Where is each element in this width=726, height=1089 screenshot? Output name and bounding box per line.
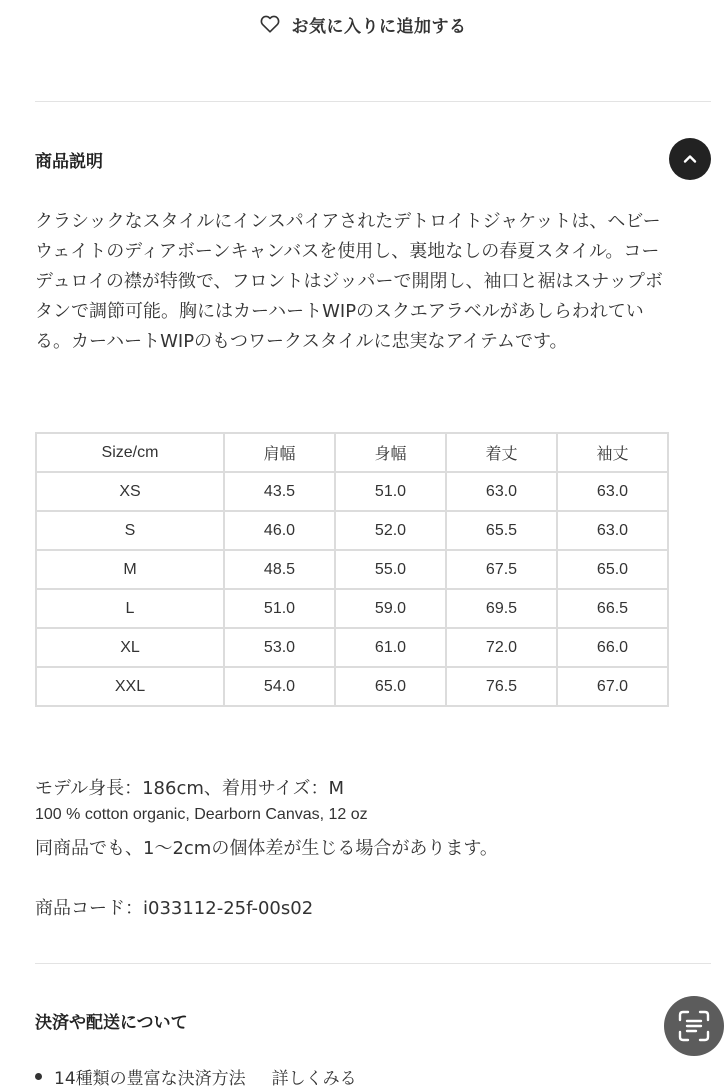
size-table-cell: 65.0 <box>557 550 668 589</box>
material-info: 100 % cotton organic, Dearborn Canvas, 12 oz <box>35 806 368 823</box>
size-table-cell: 48.5 <box>224 550 335 589</box>
size-table-header: 肩幅 <box>224 433 335 472</box>
size-table-cell: XXL <box>36 667 224 706</box>
size-table-cell: 63.0 <box>557 511 668 550</box>
size-table-cell: 66.5 <box>557 589 668 628</box>
size-table-header: Size/cm <box>36 433 224 472</box>
size-table-header: 着丈 <box>446 433 557 472</box>
heart-outline-icon <box>260 15 280 33</box>
size-table-cell: 63.0 <box>446 472 557 511</box>
size-table-cell: 43.5 <box>224 472 335 511</box>
size-table-cell: 52.0 <box>335 511 446 550</box>
size-table-cell: 67.0 <box>557 667 668 706</box>
size-table-header: 袖丈 <box>557 433 668 472</box>
model-info: モデル身長：186cm、着用サイズ：M <box>35 778 344 799</box>
size-table-cell: 51.0 <box>335 472 446 511</box>
size-table-cell: 66.0 <box>557 628 668 667</box>
chevron-up-icon <box>682 151 698 167</box>
add-to-favorites-label: お気に入りに追加する <box>291 16 467 37</box>
size-table-row <box>36 628 668 667</box>
size-table-cell: 53.0 <box>224 628 335 667</box>
text-scan-button[interactable] <box>664 996 724 1056</box>
size-table-row <box>36 511 668 550</box>
size-table-cell: XS <box>36 472 224 511</box>
size-table-cell: 76.5 <box>446 667 557 706</box>
payment-methods-link[interactable]: 詳しくみる <box>271 1069 357 1089</box>
size-table-cell: S <box>36 511 224 550</box>
size-table-cell: 55.0 <box>335 550 446 589</box>
variance-note: 同商品でも、1〜2cmの個体差が生じる場合があります。 <box>35 838 498 859</box>
size-table-cell: 69.5 <box>446 589 557 628</box>
size-table-row <box>36 667 668 706</box>
list-item <box>35 1064 357 1089</box>
size-table-cell: 67.5 <box>446 550 557 589</box>
size-table <box>35 432 669 707</box>
size-table-cell: 46.0 <box>224 511 335 550</box>
size-table-cell: 61.0 <box>335 628 446 667</box>
size-table-cell: 54.0 <box>224 667 335 706</box>
size-table-header-row <box>36 433 668 472</box>
product-code: 商品コード：i033112-25f-00s02 <box>35 898 314 919</box>
payment-methods-text: 14種類の豊富な決済方法 <box>54 1069 246 1089</box>
size-table-cell: 63.0 <box>557 472 668 511</box>
size-table-row <box>36 589 668 628</box>
size-table-cell: L <box>36 589 224 628</box>
payment-shipping-heading: 決済や配送について <box>35 1013 188 1033</box>
size-table-cell: 65.5 <box>446 511 557 550</box>
size-table-cell: 51.0 <box>224 589 335 628</box>
size-table-row <box>36 472 668 511</box>
product-description-text: クラシックなスタイルにインスパイアされたデトロイトジャケットは、ヘビーウェイトのディアボーンキャンバスを使用し、裏地なしの春夏スタイル。コーデュロイの襟が特徴で、フロントはジッパーで開閉し、袖口と裾はスナップボタンで調節可能。胸にはカーハートWIPのスクエアラベルがあしらわれている。カーハートWIPのもつワークスタイルに忠実なアイテムです。 <box>35 211 663 352</box>
add-to-favorites-button[interactable] <box>0 0 726 48</box>
size-table-cell: XL <box>36 628 224 667</box>
size-table-cell: 65.0 <box>335 667 446 706</box>
product-description-heading: 商品説明 <box>35 152 103 172</box>
bullet-icon <box>35 1073 42 1080</box>
size-table-header: 身幅 <box>335 433 446 472</box>
size-table-row <box>36 550 668 589</box>
size-table-cell: 59.0 <box>335 589 446 628</box>
collapse-description-button[interactable] <box>669 138 711 180</box>
text-scan-icon <box>677 1009 711 1043</box>
size-table-cell: 72.0 <box>446 628 557 667</box>
section-divider <box>35 101 711 102</box>
section-divider <box>35 963 711 964</box>
size-table-cell: M <box>36 550 224 589</box>
